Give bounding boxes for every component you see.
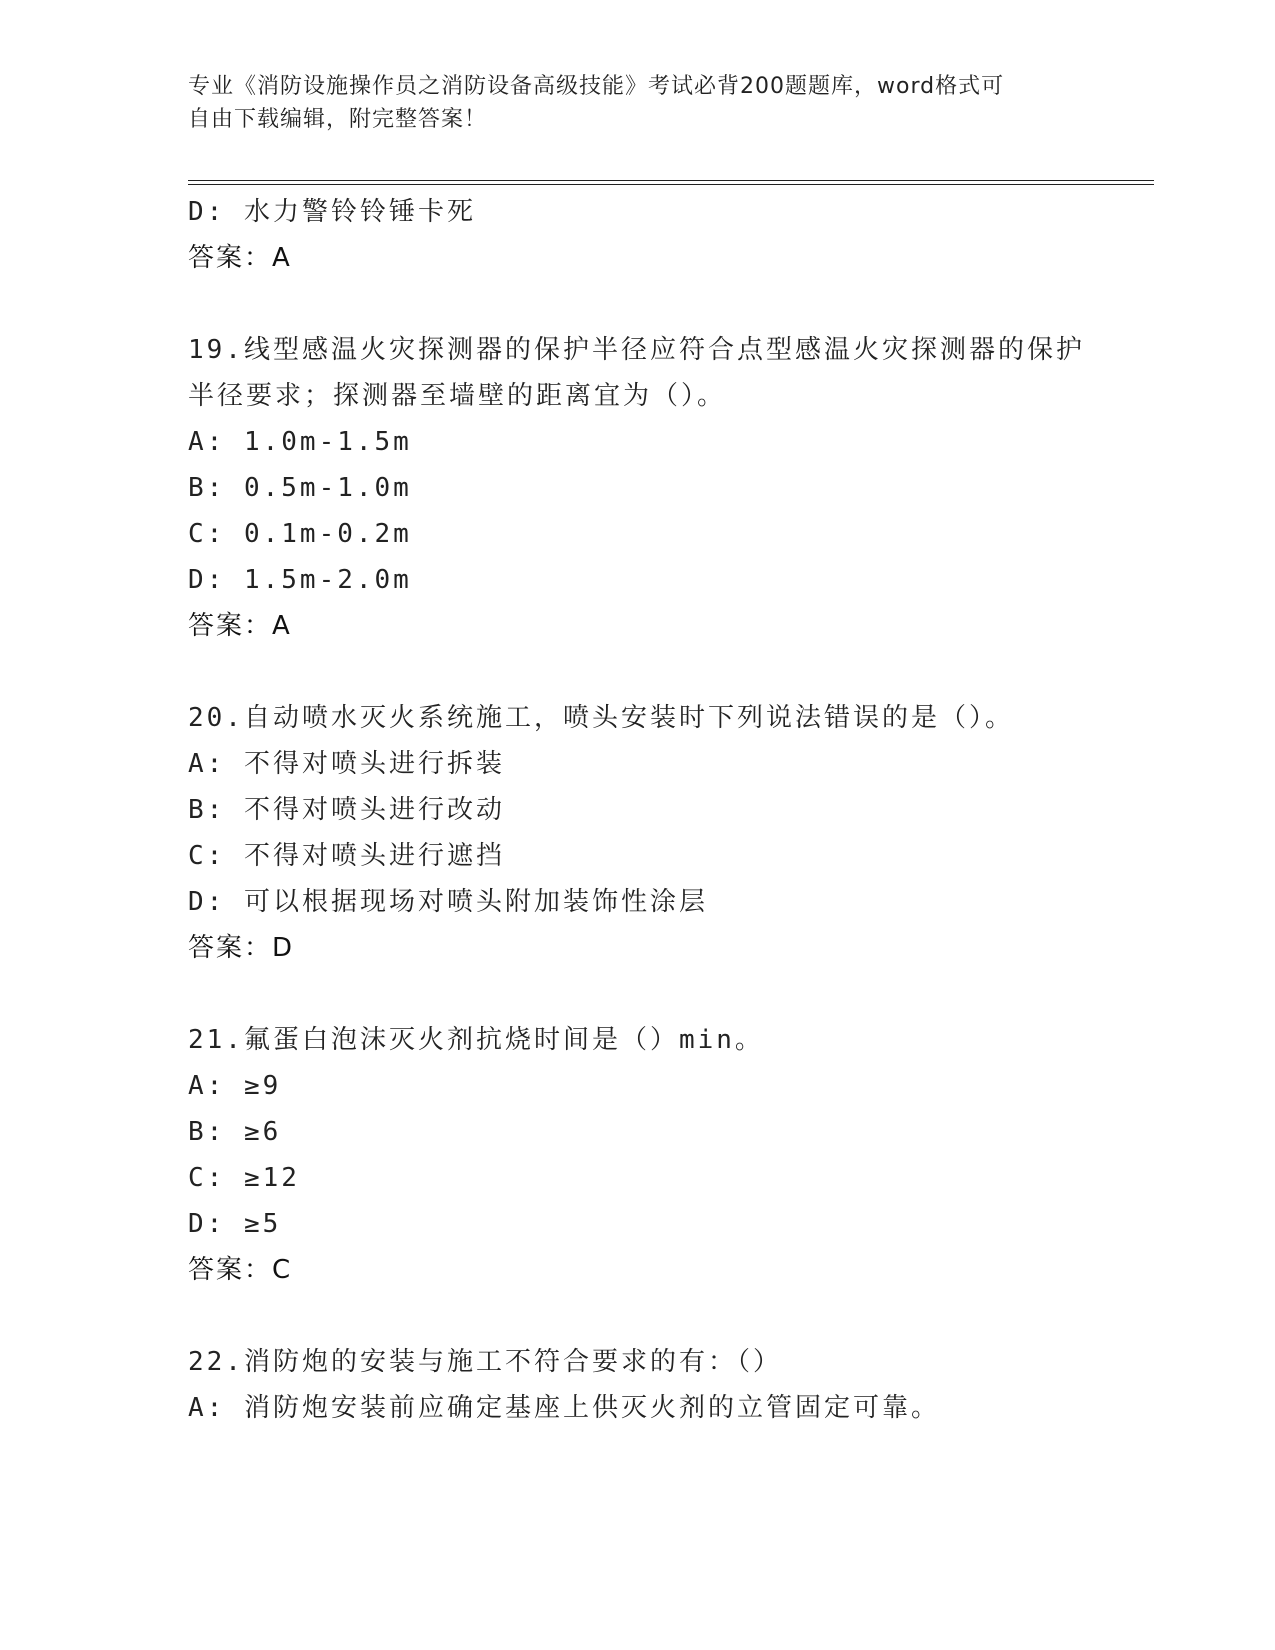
spacer [188,971,1088,1017]
question-20-option-c: C: 不得对喷头进行遮挡 [188,841,505,871]
prev-question-option-d: D: 水力警铃铃锤卡死 [188,197,476,227]
question-list [188,189,1088,1431]
header-line-1: 专业《消防设施操作员之消防设备高级技能》考试必背200题题库，word格式可 [188,74,1005,99]
header-divider-bottom [188,184,1154,185]
question-20-option-d: D: 可以根据现场对喷头附加装饰性涂层 [188,887,708,917]
question-21-answer: 答案：C [188,1255,293,1285]
question-20-answer: 答案：D [188,933,295,963]
prev-question-answer: 答案：A [188,243,292,273]
question-19-option-b: B: 0.5m-1.0m [188,473,412,503]
document-header [188,70,1088,136]
question-21-option-a: A: ≥9 [188,1071,282,1101]
question-22 [188,1339,1088,1431]
question-19-stem: 19.线型感温火灾探测器的保护半径应符合点型感温火灾探测器的保护半径要求；探测器至墙壁的距离宜为（）。 [188,335,1085,411]
spacer [188,281,1088,327]
question-19-option-d: D: 1.5m-2.0m [188,565,412,595]
question-19 [188,327,1088,649]
spacer [188,1293,1088,1339]
question-22-stem: 22.消防炮的安装与施工不符合要求的有：（） [188,1347,782,1377]
question-22-option-a: A: 消防炮安装前应确定基座上供灭火剂的立管固定可靠。 [188,1393,940,1423]
header-line-2: 自由下载编辑，附完整答案！ [188,107,488,132]
question-21 [188,1017,1088,1293]
question-21-option-d: D: ≥5 [188,1209,282,1239]
spacer [188,649,1088,695]
question-20 [188,695,1088,971]
question-21-stem: 21.氟蛋白泡沫灭火剂抗烧时间是（）min。 [188,1025,764,1055]
question-21-option-b: B: ≥6 [188,1117,282,1147]
question-20-option-b: B: 不得对喷头进行改动 [188,795,505,825]
question-21-option-c: C: ≥12 [188,1163,300,1193]
question-19-option-a: A: 1.0m-1.5m [188,427,412,457]
question-20-option-a: A: 不得对喷头进行拆装 [188,749,505,779]
question-19-option-c: C: 0.1m-0.2m [188,519,412,549]
header-divider-top [188,180,1154,181]
question-20-stem: 20.自动喷水灭火系统施工，喷头安装时下列说法错误的是（）。 [188,703,1014,733]
question-19-answer: 答案：A [188,611,292,641]
